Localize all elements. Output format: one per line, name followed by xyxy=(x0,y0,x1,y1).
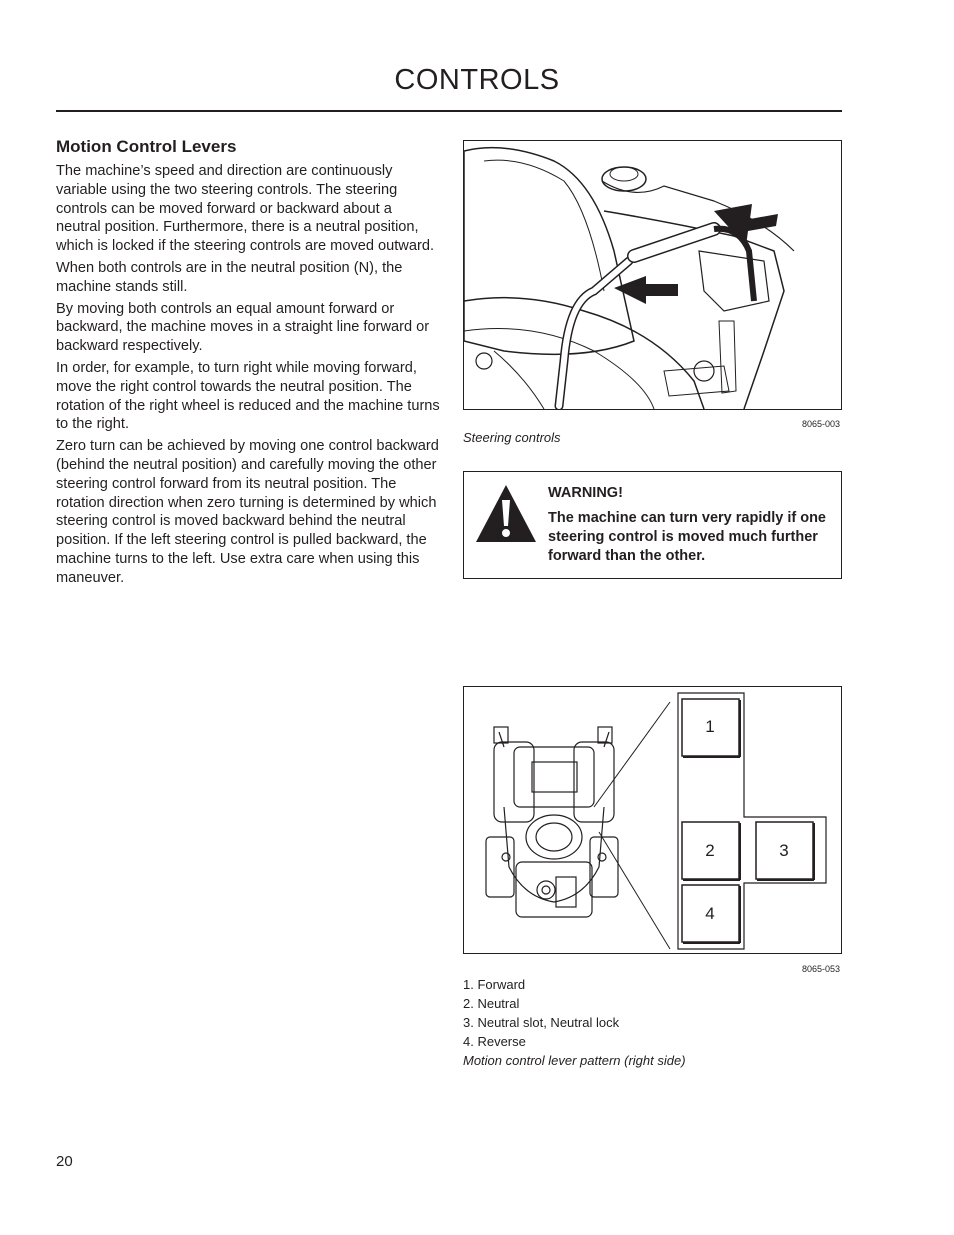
slot-label-neutral-lock: 3 xyxy=(779,841,789,860)
warning-text: The machine can turn very rapidly if one steering control is moved much further forward than the other. xyxy=(548,510,826,564)
slot-label-neutral: 2 xyxy=(705,841,715,860)
arrow-icon xyxy=(614,276,678,304)
figure-caption: Steering controls xyxy=(463,430,561,445)
section-heading: Motion Control Levers xyxy=(56,137,237,156)
steering-controls-illustration xyxy=(464,141,841,409)
paragraph: By moving both controls an equal amount forward or backward, the machine moves in a straight line forward or backward respectively. xyxy=(56,300,430,355)
figure-caption: Motion control lever pattern (right side) xyxy=(463,1053,686,1068)
slot-label-forward: 1 xyxy=(705,717,715,736)
warning-title: WARNING! xyxy=(548,485,623,501)
slot-label-reverse: 4 xyxy=(705,904,715,923)
steering-controls-figure xyxy=(463,140,842,410)
paragraph: In order, for example, to turn right while moving forward, move the right control towards the neutral position. The rotation of the right wheel is reduced and the machine turns to the right. xyxy=(56,359,440,433)
legend-item: 4. Reverse xyxy=(463,1034,526,1049)
legend-item: 1. Forward xyxy=(463,977,526,992)
motion-control-section xyxy=(56,136,440,591)
mower-top-view xyxy=(486,727,618,917)
page-number: 20 xyxy=(56,1153,73,1170)
header-divider xyxy=(56,110,842,112)
paragraph: When both controls are in the neutral position (N), the machine stands still. xyxy=(56,259,403,295)
lever-pattern-figure xyxy=(463,686,842,954)
legend-item: 2. Neutral xyxy=(463,996,520,1011)
page-title: CONTROLS xyxy=(394,64,560,96)
figure-legend xyxy=(463,975,686,1070)
figure-code: 8065-003 xyxy=(802,419,841,429)
warning-box xyxy=(463,471,842,579)
paragraph: Zero turn can be achieved by moving one control backward (behind the neutral position) and carefully moving the other steering control forward from its neutral position. The rotation direction when zero turning is determined by which steering control is moved backward behind the neutral position. If the left steering control is pulled backward, the machine turns to the left. Use extra care when using this maneuver. xyxy=(56,438,439,586)
legend-item: 3. Neutral slot, Neutral lock xyxy=(463,1015,620,1030)
figure-code: 8065-053 xyxy=(802,964,841,974)
warning-triangle-icon xyxy=(474,482,538,546)
lever-pattern-diagram xyxy=(464,687,841,953)
arrow-icon xyxy=(714,204,778,246)
paragraph: The machine’s speed and direction are continuously variable using the two steering controls. The steering controls can be moved forward or backward about a neutral position. Furthermore, there is a neutral position, which is locked if the steering controls are moved outward. xyxy=(56,163,434,255)
